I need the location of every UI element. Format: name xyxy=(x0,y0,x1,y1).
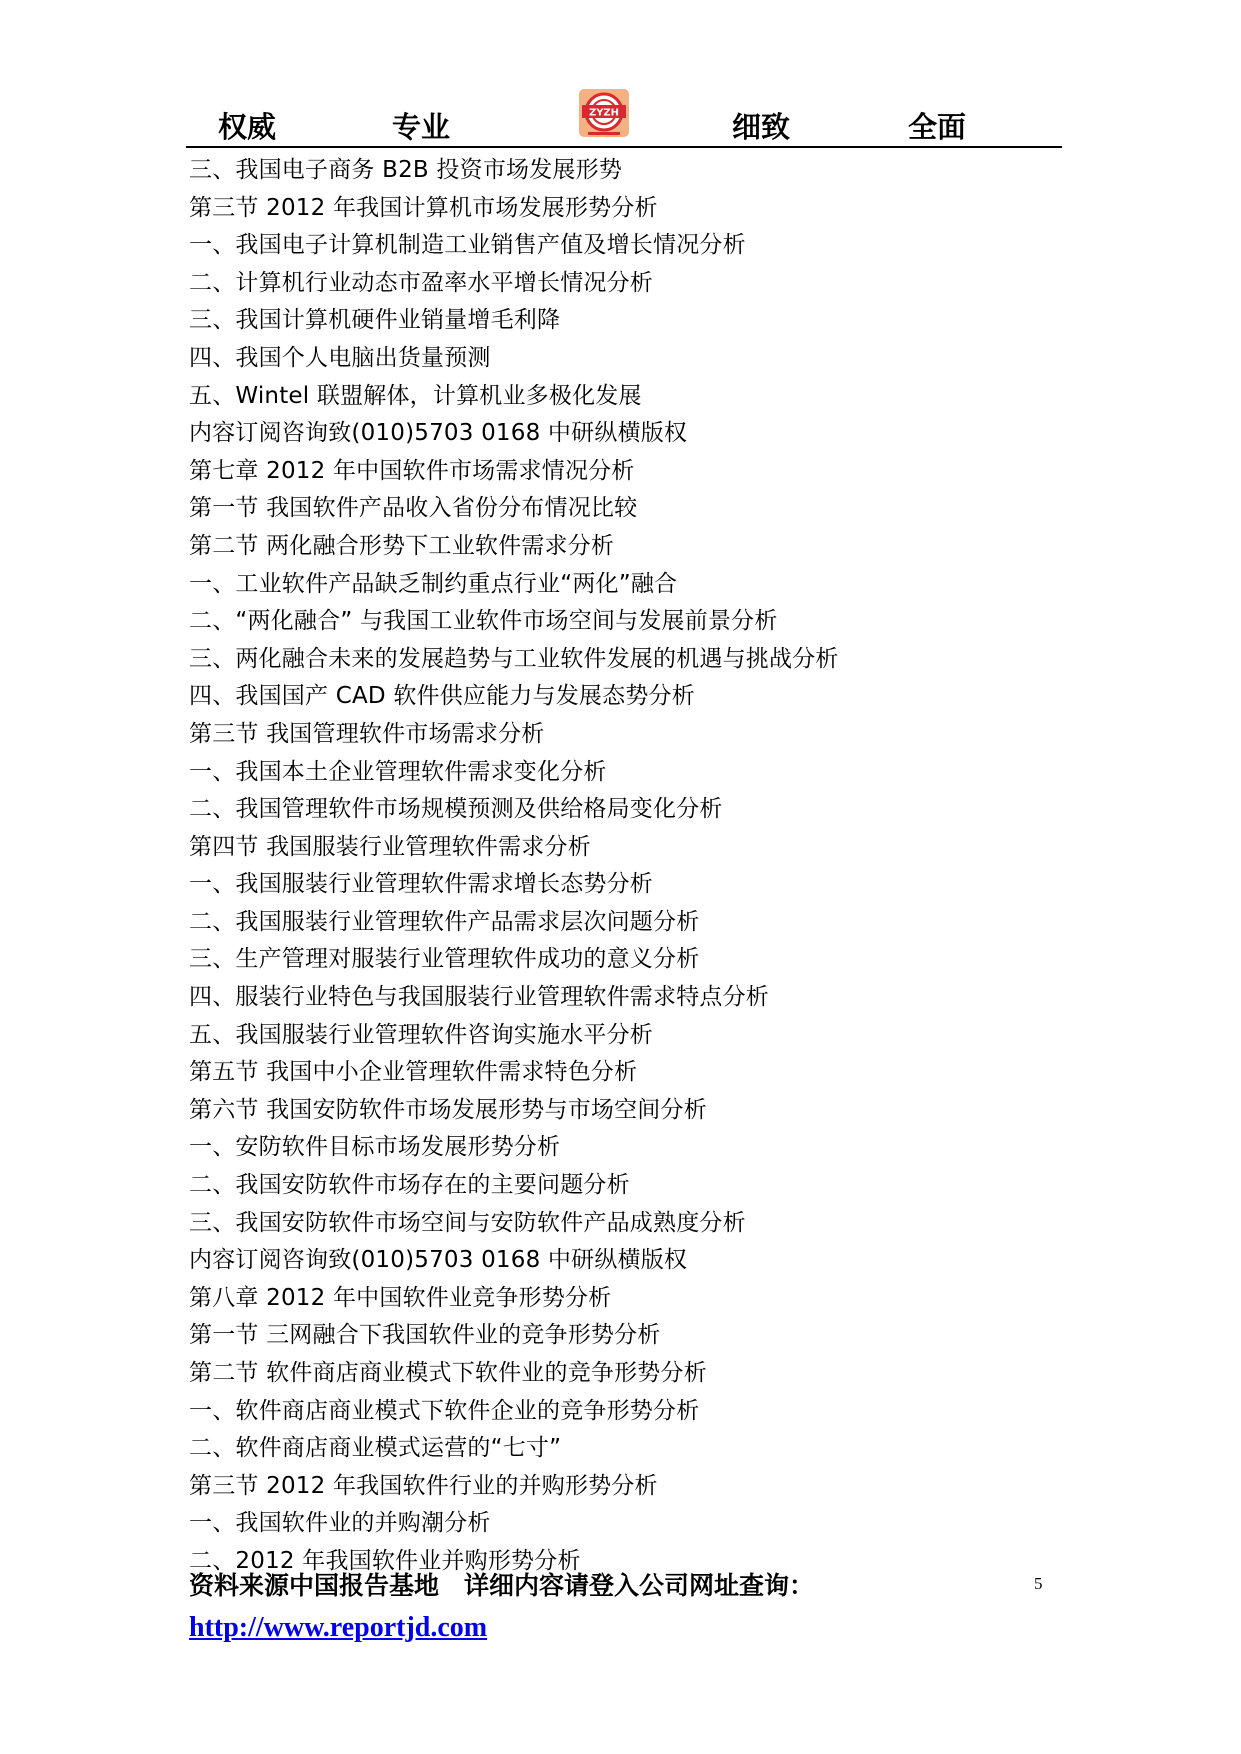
toc-line: 第三节 我国管理软件市场需求分析 xyxy=(189,720,545,747)
toc-line: 二、我国服装行业管理软件产品需求层次问题分析 xyxy=(189,908,700,935)
toc-line: 二、“两化融合” 与我国工业软件市场空间与发展前景分析 xyxy=(189,608,778,635)
toc-line: 三、我国安防软件市场空间与安防软件产品成熟度分析 xyxy=(189,1209,746,1236)
toc-line: 二、我国安防软件市场存在的主要问题分析 xyxy=(189,1172,630,1199)
toc-line: 二、计算机行业动态市盈率水平增长情况分析 xyxy=(189,269,653,296)
page-header xyxy=(186,82,1062,146)
toc-line: 一、安防软件目标市场发展形势分析 xyxy=(189,1134,561,1161)
toc-line: 第六节 我国安防软件市场发展形势与市场空间分析 xyxy=(189,1096,707,1123)
header-word-authority: 权威 xyxy=(218,110,277,144)
logo-text: ZYZH xyxy=(588,107,620,119)
footer-source-text: 资料来源中国报告基地 详细内容请登入公司网址查询： xyxy=(189,1571,815,1600)
toc-line: 一、工业软件产品缺乏制约重点行业“两化”融合 xyxy=(189,570,678,597)
toc-line: 一、我国服装行业管理软件需求增长态势分析 xyxy=(189,871,653,898)
header-word-meticulous: 细致 xyxy=(732,110,791,144)
toc-line: 第七章 2012 年中国软件市场需求情况分析 xyxy=(189,457,635,484)
toc-line: 二、我国管理软件市场规模预测及供给格局变化分析 xyxy=(189,796,723,823)
toc-line: 一、我国软件业的并购潮分析 xyxy=(189,1510,491,1537)
table-of-contents xyxy=(189,152,1049,1581)
toc-line: 一、我国本土企业管理软件需求变化分析 xyxy=(189,758,607,785)
toc-line: 三、我国计算机硬件业销量增毛利降 xyxy=(189,307,561,334)
toc-line: 一、软件商店商业模式下软件企业的竞争形势分析 xyxy=(189,1397,700,1424)
toc-line: 内容订阅咨询致(010)5703 0168 中研纵横版权 xyxy=(189,420,688,447)
toc-line: 五、我国服装行业管理软件咨询实施水平分析 xyxy=(189,1021,653,1048)
zyzh-logo-icon xyxy=(578,88,630,138)
toc-line: 第五节 我国中小企业管理软件需求特色分析 xyxy=(189,1059,638,1086)
toc-line: 第二节 软件商店商业模式下软件业的竞争形势分析 xyxy=(189,1360,707,1386)
toc-line: 第二节 两化融合形势下工业软件需求分析 xyxy=(189,532,615,559)
toc-line: 第八章 2012 年中国软件业竞争形势分析 xyxy=(189,1284,612,1311)
footer-website-link[interactable]: http://www.reportjd.com xyxy=(189,1612,488,1643)
toc-line: 三、两化融合未来的发展趋势与工业软件发展的机遇与挑战分析 xyxy=(189,645,839,672)
page-number: 5 xyxy=(1034,1574,1043,1593)
header-word-professional: 专业 xyxy=(392,110,451,144)
toc-line: 第三节 2012 年我国软件行业的并购形势分析 xyxy=(189,1472,658,1499)
toc-line: 第一节 我国软件产品收入省份分布情况比较 xyxy=(189,495,638,522)
toc-line: 四、我国国产 CAD 软件供应能力与发展态势分析 xyxy=(189,683,695,710)
toc-line: 五、Wintel 联盟解体，计算机业多极化发展 xyxy=(189,382,642,409)
header-divider xyxy=(186,146,1062,148)
toc-line: 第四节 我国服装行业管理软件需求分析 xyxy=(189,833,591,860)
toc-line: 四、服装行业特色与我国服装行业管理软件需求特点分析 xyxy=(189,984,769,1011)
toc-line: 四、我国个人电脑出货量预测 xyxy=(189,344,491,371)
toc-line: 二、软件商店商业模式运营的“七寸” xyxy=(189,1435,562,1462)
toc-line: 三、我国电子商务 B2B 投资市场发展形势 xyxy=(189,157,623,183)
toc-line: 三、生产管理对服装行业管理软件成功的意义分析 xyxy=(189,946,700,973)
toc-line: 第三节 2012 年我国计算机市场发展形势分析 xyxy=(189,194,658,221)
toc-line: 内容订阅咨询致(010)5703 0168 中研纵横版权 xyxy=(189,1247,688,1274)
toc-line: 第一节 三网融合下我国软件业的竞争形势分析 xyxy=(189,1322,661,1349)
toc-line: 一、我国电子计算机制造工业销售产值及增长情况分析 xyxy=(189,232,746,259)
header-word-comprehensive: 全面 xyxy=(908,110,967,144)
toc-line: 二、2012 年我国软件业并购形势分析 xyxy=(189,1547,581,1574)
